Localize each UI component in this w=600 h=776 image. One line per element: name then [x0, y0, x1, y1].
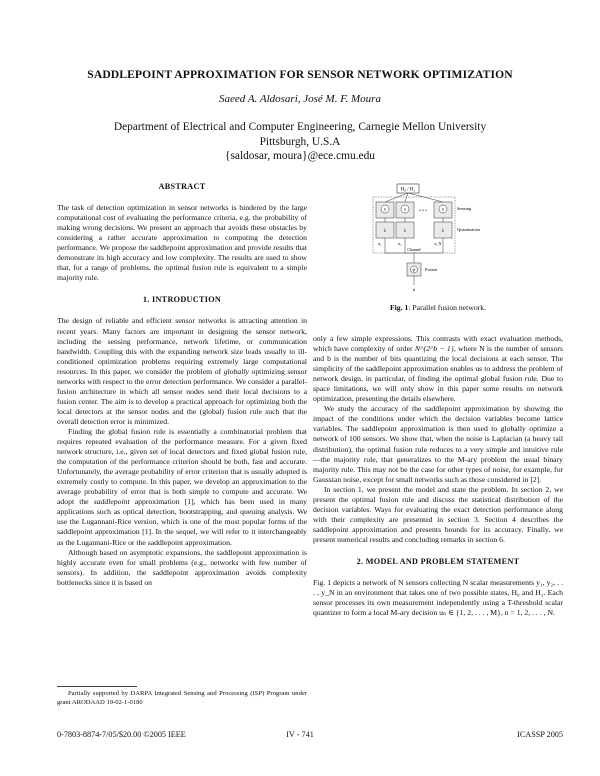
- affiliation-city: Pittsburgh, U.S.A: [259, 135, 341, 148]
- fusion-label: Fusion: [425, 267, 438, 272]
- quantization-label: Quantization: [457, 227, 481, 232]
- author-list: Saeed A. Aldosari, José M. F. Moura: [219, 93, 381, 105]
- intro-paragraph-4: only a few simple expressions. This contrasts with exact evaluation methods, which have complexity of order N^{2^b − 1}, where N is the number of sensors and b is the number of bits quantizing the local decisions at each sensor. The simplicity of the saddlepoint approximation enables us to address the problem of network design, in particular, of finding the optimal global fusion rule. Due to space limitations, we will only show in this paper some results on network optimization, presenting the details elsewhere.: [313, 334, 564, 404]
- parallel-fusion-figure: [355, 182, 505, 294]
- footnote-divider: [57, 686, 137, 687]
- funding-footnote: Partially supported by DARPA Integrated Sensing and Processing (ISP) Program under grant ARODAAD 19-02-1-0180: [57, 690, 307, 706]
- model-heading: 2. MODEL AND PROBLEM STATEMENT: [356, 556, 520, 566]
- intro-paragraph-1: The design of reliable and efficient sensor networks is attracting attention in recent years. Many factors are important in designing the sensor network, including the sensing performance, network lifetime, or communication bandwidth. Coupling this with the expanding network size leads usually to ill-conditioned optimization problems requiring extremely large computational resources. In this paper, we consider the problem of globally optimizing sensor networks with respect to the error detection performance. We consider a parallel-fusion architecture in which all sensor nodes send their local decisions to a fusion center. The aim is to develop a practical approach for optimizing both the local detectors at the sensor nodes and the (global) fusion rule such that the overall detection error is minimized.: [57, 316, 307, 426]
- fusion-symbol: φ: [412, 268, 416, 273]
- quantizer-1-symbol: λ: [383, 229, 387, 234]
- quantizer-2-symbol: λ: [403, 229, 407, 234]
- right-column: [313, 334, 563, 618]
- fusion-output-label: û: [412, 287, 416, 292]
- footer-conference: ICASSP 2005: [517, 730, 563, 739]
- left-column: [57, 182, 307, 588]
- sensor-2-symbol: s: [404, 207, 406, 213]
- model-paragraph-1: Fig. 1 depicts a network of N sensors collecting N scalar measurements y₁, y₂, . . . , y_N in an environment that takes one of two possible states, H₀ and H₁. Each sensor processes its own measurement independently using a T-threshold scalar quantizer to form a local M-ary decision uₙ ∈ {1, 2, . . . , M}, n = 1, 2, . . . , N.: [313, 578, 563, 618]
- decision-label-2: u₂: [398, 241, 402, 246]
- decision-label-1: u₁: [378, 241, 382, 246]
- intro-paragraph-5: We study the accuracy of the saddlepoint approximation by showing the impact of the conditions under which the decision variables become lattice variables. The saddlepoint approximation is then used to globally optimize a network of 100 sensors. We show that, when the noise is Laplacian (a heavy tail distribution), the optimal fusion rule reduces to a very simple and intuitive rule—the majority rule, that generalizes to the M-ary problem the usual binary majority rule. This may not be the case for other types of noise, for example, for Gaussian noise, except for small networks such as those considered in [2].: [313, 404, 563, 484]
- intro-paragraph-2: Finding the global fusion rule is essentially a combinatorial problem that requires repeated evaluation of the performance measure. For a given fixed network structure, i.e., given set of local detectors and fixed global fusion rule, the computation of the performance criterion should be both, fast and accurate. Unfortunately, the average probability of error criterion that is usually adopted is extremely costly to compute. In this paper, we develop an approximation to the average probability of error that is both simple to compute and accurate. We adopt the saddlepoint approximation [1], which has been used in many applications such as optical detection, bootstrapping, and queuing analysis. We use the Lugannani-Rice version, which is one of the most popular forms of the saddlepoint approximation [1]. In the sequel, we will refer to it interchangeably as the Lugannani-Rice or the saddlepoint approximation.: [57, 426, 307, 547]
- affiliation-department: Department of Electrical and Computer Engineering, Carnegie Mellon University: [113, 121, 487, 133]
- channel-label: Channel: [407, 247, 421, 252]
- hypothesis-label: H₀ / H₁: [400, 187, 416, 193]
- footer-copyright: 0-7803-8874-7/05/$20.00 ©2005 IEEE: [57, 730, 186, 739]
- quantizer-n-symbol: λ: [441, 229, 445, 234]
- intro-paragraph-3: Although based on asymptotic expansions, the saddlepoint approximation is highly accurate even for small problems (e.g., networks with few number of sensors). In addition, the saddlepoint approximation avoids complexity bottlenecks since it is based on: [57, 547, 307, 587]
- sensing-label: Sensing: [457, 206, 472, 211]
- affiliation-email: {saldosar, moura}@ece.cmu.edu: [224, 150, 375, 162]
- footer-page-number: IV - 741: [286, 730, 314, 739]
- introduction-heading: 1. INTRODUCTION: [142, 295, 222, 305]
- paper-title: SADDLEPOINT APPROXIMATION FOR SENSOR NETWORK OPTIMIZATION: [87, 68, 513, 81]
- decision-label-n: u_N: [434, 241, 442, 246]
- figure-caption: Fig. 1: Parallel fusion network.: [389, 303, 487, 312]
- affiliation-block: [0, 120, 600, 164]
- fusion-network-diagram: [355, 182, 505, 294]
- intro-paragraph-6: In section 1, we present the model and state the problem. In section 2, we present the optimal fusion rule and discuss the statistical distribution of the decision variables. Ways for evaluating the exact detection performance along with their complexity are presented in section 3. Section 4 describes the saddlepoint approximation and presents bounds for its accuracy. Finally, we present numerical results and concluding remarks in section 6.: [313, 484, 563, 544]
- abstract-text: The task of detection optimization in sensor networks is hindered by the large computational cost of evaluating the performance criteria, e.g. the probability of making wrong decisions. We present an approach that avoids these obstacles by considering a rather accurate approximation to computing the detection performance. We propose the saddlepoint approximation and provide results that demonstrate its high accuracy and low complexity. The results are used to show that, for a range of problems, the optimal fusion rule is equivalent to a simple majority rule.: [57, 203, 307, 283]
- more-sensors-dots: • • •: [419, 209, 427, 214]
- sensor-n-symbol: s: [442, 207, 444, 213]
- abstract-heading: ABSTRACT: [158, 182, 206, 191]
- sensor-1-symbol: s: [384, 207, 386, 213]
